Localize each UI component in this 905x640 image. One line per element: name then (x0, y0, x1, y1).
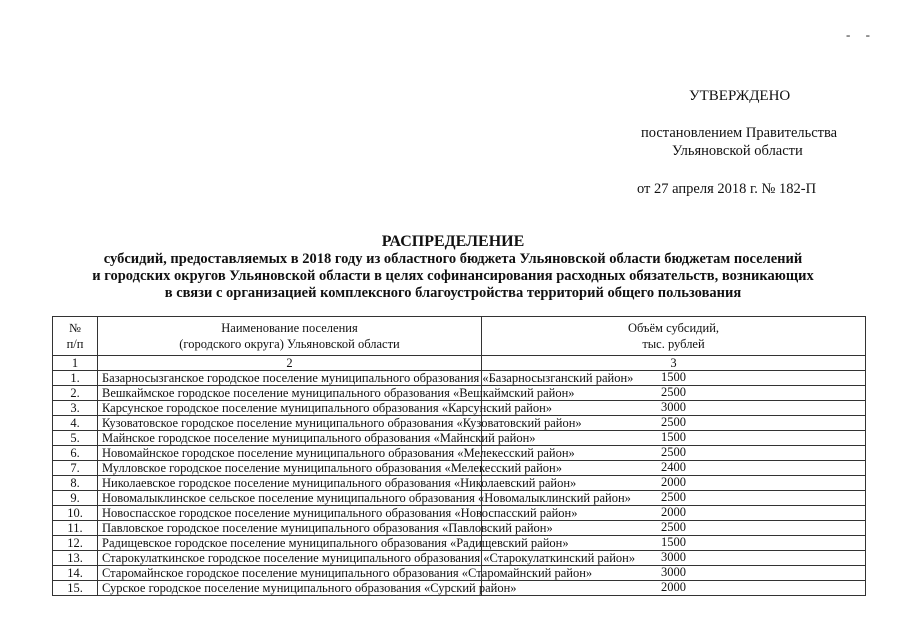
header-name-line-2: (городского округа) Ульяновской области (179, 337, 400, 351)
settlement-name: Кузоватовское городское поселение муниципального образования «Кузоватовский район» (98, 416, 482, 431)
subsidy-amount: 2500 (482, 521, 866, 536)
row-number: 11. (53, 521, 98, 536)
header-amount-line-2: тыс. рублей (642, 337, 705, 351)
row-number: 5. (53, 431, 98, 446)
table-row (53, 536, 866, 551)
table-header-row (53, 317, 866, 356)
header-name-line-1: Наименование поселения (221, 321, 358, 335)
subsidy-amount: 3000 (482, 551, 866, 566)
subsidy-amount: 2000 (482, 506, 866, 521)
header-amount-line-1: Объём субсидий, (627, 321, 720, 335)
subsidy-amount: 2500 (482, 386, 866, 401)
row-number: 7. (53, 461, 98, 476)
row-number: 10. (53, 506, 98, 521)
row-number: 14. (53, 566, 98, 581)
column-number-2: 2 (98, 356, 482, 371)
subsidy-amount: 2500 (482, 491, 866, 506)
column-number-3: 3 (482, 356, 866, 371)
subsidy-amount: 1500 (482, 536, 866, 551)
table-row (53, 581, 866, 596)
subsidy-table (52, 316, 866, 596)
row-number: 15. (53, 581, 98, 596)
subsidy-amount: 1500 (482, 371, 866, 386)
decree-date: от 27 апреля 2018 г. № 182-П (637, 181, 817, 197)
heading-line-1: субсидий, предоставляемых в 2018 году из областного бюджета Ульяновской области бюджетам поселений (103, 251, 803, 267)
header-amount (482, 317, 866, 356)
settlement-name: Новомалыклинское сельское поселение муниципального образования «Новомалыклинский район» (98, 491, 482, 506)
subsidy-amount: 3000 (482, 566, 866, 581)
subsidy-amount: 2400 (482, 461, 866, 476)
decree-line-2: Ульяновской области (672, 143, 803, 159)
heading-line-3: в связи с организацией комплексного благоустройства территорий общего пользования (164, 285, 742, 301)
settlement-name: Базарносызганское городское поселение муниципального образования «Базарносызганский район» (98, 371, 482, 386)
settlement-name: Вешкаймское городское поселение муниципального образования «Вешкаймский район» (98, 386, 482, 401)
table-row (53, 506, 866, 521)
row-number: 6. (53, 446, 98, 461)
settlement-name: Старокулаткинское городское поселение муниципального образования «Старокулаткинский район» (98, 551, 482, 566)
header-number-line-2: п/п (66, 337, 84, 351)
settlement-name: Мулловское городское поселение муниципального образования «Мелекесский район» (98, 461, 482, 476)
row-number: 2. (53, 386, 98, 401)
row-number: 4. (53, 416, 98, 431)
decree-line-1: постановлением Правительства (641, 125, 838, 141)
approved-label: УТВЕРЖДЕНО (689, 88, 791, 104)
table-row (53, 446, 866, 461)
settlement-name: Майнское городское поселение муниципального образования «Майнский район» (98, 431, 482, 446)
subsidy-amount: 2500 (482, 446, 866, 461)
table-row (53, 431, 866, 446)
heading-line-2: и городских округов Ульяновской области в целях софинансирования расходных обязательств, возникающих (92, 268, 814, 284)
table-row (53, 386, 866, 401)
row-number: 13. (53, 551, 98, 566)
corner-mark: - - (846, 27, 876, 42)
row-number: 8. (53, 476, 98, 491)
subsidy-amount: 2000 (482, 581, 866, 596)
header-name (98, 317, 482, 356)
table-row (53, 401, 866, 416)
row-number: 1. (53, 371, 98, 386)
row-number: 3. (53, 401, 98, 416)
table-row (53, 551, 866, 566)
subsidy-amount: 2000 (482, 476, 866, 491)
settlement-name: Карсунское городское поселение муниципального образования «Карсунский район» (98, 401, 482, 416)
table-row (53, 461, 866, 476)
row-number: 12. (53, 536, 98, 551)
subsidy-amount: 3000 (482, 401, 866, 416)
row-number: 9. (53, 491, 98, 506)
document-title: РАСПРЕДЕЛЕНИЕ (381, 233, 525, 250)
document-heading (40, 232, 866, 302)
table-row (53, 491, 866, 506)
subsidy-amount: 1500 (482, 431, 866, 446)
settlement-name: Старомайнское городское поселение муниципального образования «Старомайнский район» (98, 566, 482, 581)
settlement-name: Новоспасское городское поселение муниципального образования «Новоспасский район» (98, 506, 482, 521)
settlement-name: Радищевское городское поселение муниципального образования «Радищевский район» (98, 536, 482, 551)
column-number-row (53, 356, 866, 371)
table-row (53, 566, 866, 581)
settlement-name: Новомайнское городское поселение муниципального образования «Мелекесский район» (98, 446, 482, 461)
table-row (53, 476, 866, 491)
settlement-name: Николаевское городское поселение муниципального образования «Николаевский район» (98, 476, 482, 491)
table-row (53, 371, 866, 386)
table-row (53, 521, 866, 536)
header-number-line-1: № (69, 321, 81, 335)
settlement-name: Сурское городское поселение муниципального образования «Сурский район» (98, 581, 482, 596)
settlement-name: Павловское городское поселение муниципального образования «Павловский район» (98, 521, 482, 536)
subsidy-amount: 2500 (482, 416, 866, 431)
header-number (53, 317, 98, 356)
column-number-1: 1 (53, 356, 98, 371)
table-row (53, 416, 866, 431)
